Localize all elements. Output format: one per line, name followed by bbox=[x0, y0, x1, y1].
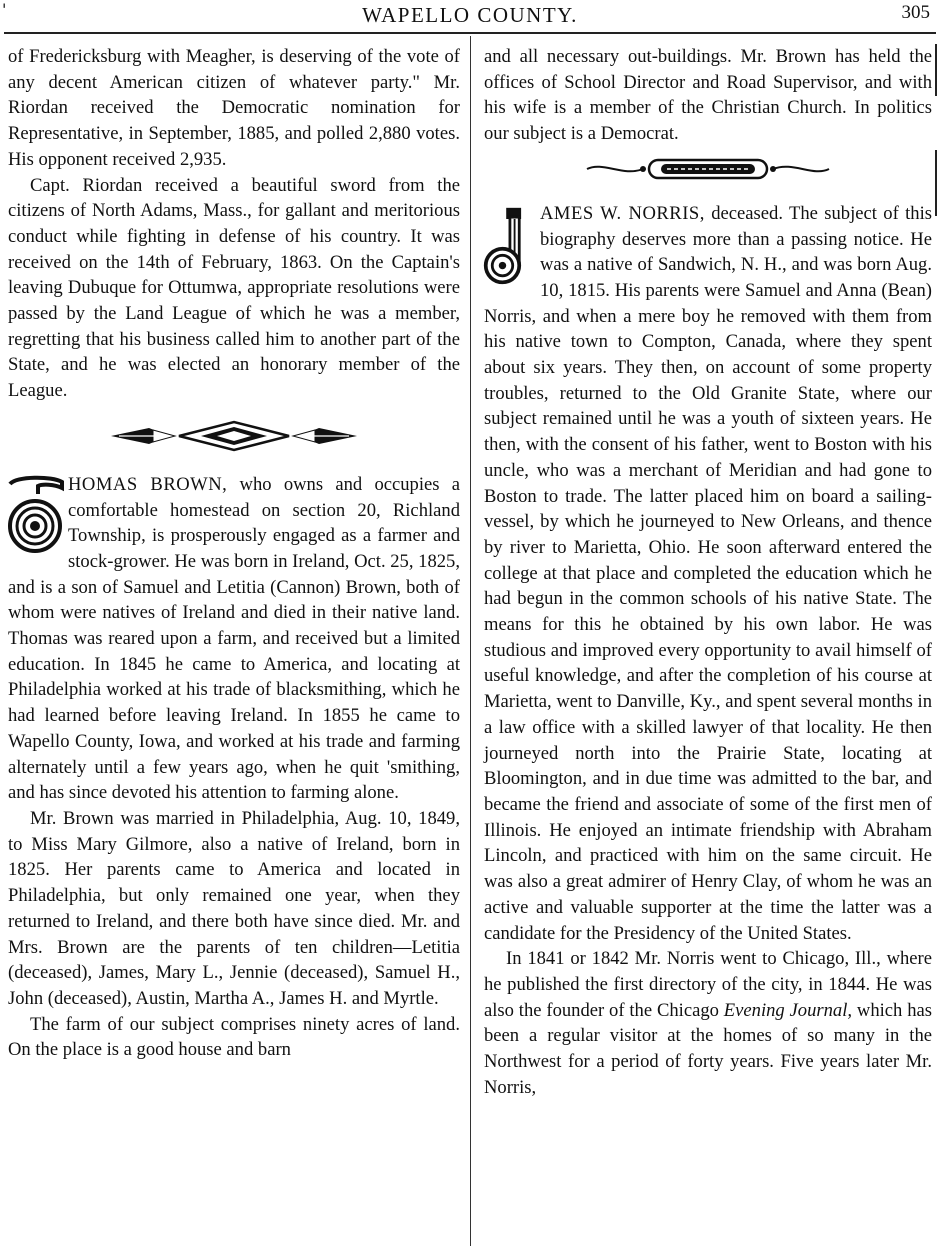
norris-name: AMES W. NORRIS, bbox=[540, 202, 705, 224]
norris-chicago-text-a: In 1841 or 1842 Mr. Norris went to Chicago, Ill., where he published the first directory of the city, in 1844. He was also the founder of the Chicago bbox=[484, 948, 932, 1021]
running-head: WAPELLO COUNTY. bbox=[362, 3, 578, 27]
brown-farm-paragraph: The farm of our subject comprises ninety acres of land. On the place is a good house and barn bbox=[8, 1013, 460, 1061]
svg-text:J: J bbox=[508, 261, 510, 263]
left-column bbox=[8, 44, 460, 1063]
brown-dropcap bbox=[6, 474, 64, 560]
right-column bbox=[484, 44, 932, 1100]
brown-continuation: and all necessary out-buildings. Mr. Brown has held the offices of School Director and Road Supervisor, and with his wife is a member of the Christian Church. In politics our subject is a Democrat. bbox=[484, 46, 932, 145]
svg-text:T: T bbox=[34, 533, 36, 535]
header-left-mark: ' bbox=[2, 0, 7, 19]
brown-biography-intro bbox=[8, 472, 460, 806]
margin-mark bbox=[935, 150, 937, 216]
norris-intro-text: deceased. The subject of this biography deserves more than a passing notice. He was a native of Sandwich, N. H., and was born Aug. 10, 1815. His parents were Samuel and Anna (Bean) Norris, and when a mere boy he removed with them from his native town to Compton, Canada, where they spent about six years. They then, on account of some property troubles, returned to the Old Granite State, where our subject remained until he was a youth of sixteen years. He then, with the consent of his father, went to Boston with his uncle, who was a merchant of Meridian and had gone to Boston to trade. The latter placed him on board a sailing-vessel, by which he journeyed to New Orleans, and thence by river to Marietta, Ohio. He soon afterward entered the college at that place and completed the education which he had begun in the common schools of his native State. The means for this he obtained by his own labor. He was studious and improved every opportunity to avail himself of useful knowledge, and after the completion of his course at Marietta, went to Danville, Ky., and spent several months in a law office with a skilled lawyer of that locality. He then journeyed north into the Prairie State, locating at Bloomington, and in due time was admitted to the bar, and became the friend and associate of some of the first men of Illinois. He enjoyed an intimate friendship with Abraham Lincoln, and practiced with him on the same circuit. He was also a great admirer of Henry Clay, of whom he was an active and valuable supporter at the time the latter was a candidate for the Presidency of the United States. bbox=[484, 202, 933, 944]
norris-dropcap bbox=[482, 203, 536, 289]
margin-mark bbox=[935, 44, 937, 96]
norris-biography-intro bbox=[484, 201, 932, 946]
page-header bbox=[0, 0, 940, 30]
norris-chicago-paragraph bbox=[484, 946, 932, 1100]
header-rule bbox=[4, 32, 936, 34]
section-ornament bbox=[109, 418, 359, 454]
brown-marriage-paragraph: Mr. Brown was married in Philadelphia, Aug. 10, 1849, to Miss Mary Gilmore, also a native of Ireland, born in 1825. Her parents came to America and located in Philadelphia, but only remained one year, when they returned to Ireland, and there both have since died. Mr. and Mrs. Brown are the parents of ten children—Letitia (deceased), James, Mary L., Jennie (deceased), Samuel H., John (deceased), Austin, Martha A., James H. and Myrtle. bbox=[8, 807, 460, 1009]
norris-journal-title: Evening Journal, bbox=[723, 999, 853, 1021]
page-number: 305 bbox=[901, 2, 930, 23]
brown-name: HOMAS BROWN, bbox=[68, 473, 228, 495]
column-divider bbox=[470, 36, 471, 1246]
riordan-sword-paragraph: Capt. Riordan received a beautiful sword from the citizens of North Adams, Mass., for gallant and meritorious conduct while fighting in defense of his country. It was received on the 14th of February, 1863. On the Captain's leaving Dubuque for Ottumwa, appropriate resolutions were passed by the Land League of which he was a member, regretting that his business called him to another part of the State, and he was elected an honorary member of the League. bbox=[8, 174, 460, 402]
brown-intro-text: who owns and occupies a comfortable homestead on section 20, Richland Township, is prosperously engaged as a farmer and stock-grower. He was born in Ireland, Oct. 25, 1825, and is a son of Samuel and Letitia (Cannon) Brown, both of whom were natives of Ireland and died in their native land. Thomas was reared upon a farm, and received but a limited education. In 1845 he came to America, and locating at Philadelphia worked at his trade of blacksmithing, which he had learned before leaving Ireland. In 1855 he came to Wapello County, Iowa, and worked at his trade and farming alternately until a few years ago, when he quit 'smithing, and has since devoted his attention to farming alone. bbox=[8, 473, 460, 804]
norris-chicago-text-b: which has been a regular visitor at the homes of so many in the Northwest for a period of forty years. Five years later Mr. Norris, bbox=[484, 999, 932, 1098]
riordan-continuation: of Fredericksburg with Meagher, is deserving of the vote of any decent American citizen of whatever party." Mr. Riordan received the Democratic nomination for Representative, in September, 1885, and polled 2,880 votes. His opponent received 2,935. bbox=[8, 46, 460, 170]
section-ornament bbox=[583, 157, 833, 181]
